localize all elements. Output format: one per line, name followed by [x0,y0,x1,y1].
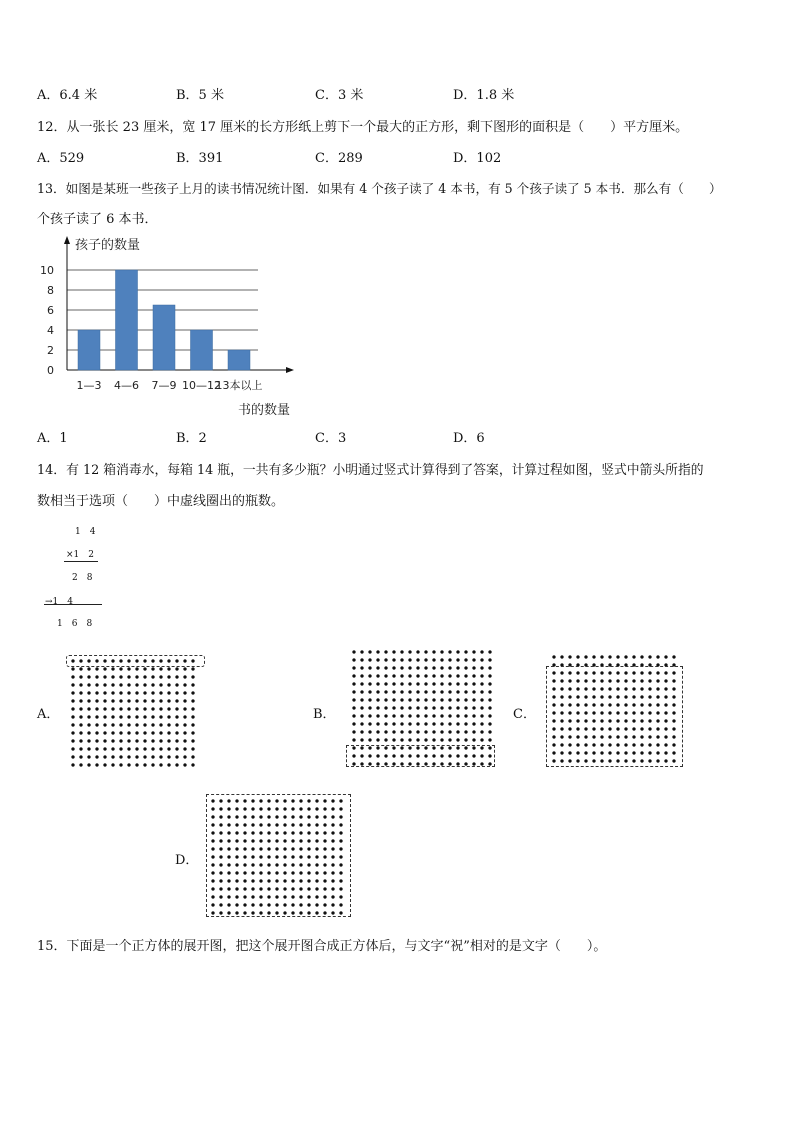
q13-option-a: A．1 [37,431,68,446]
y-axis-arrow [64,236,70,244]
q11-option-c: C．3 米 [315,88,364,103]
option-c-dashed-box [546,666,683,767]
q12-option-b: B．391 [176,151,224,166]
y-tick-label: 10 [40,264,54,277]
q12-option-c: C．289 [315,151,363,166]
q12-option-d: D．102 [453,151,502,166]
x-tick-label: 13本以上 [215,379,263,392]
q14-text-line2: 数相当于选项（ ）中虚线圈出的瓶数。 [37,494,285,509]
option-b-dashed-box [346,745,495,767]
calc-row-3: 2 8 [72,573,93,583]
calc-line-1 [64,561,98,562]
x-axis-arrow [286,367,294,373]
q13-text-line2: 个孩子读了 6 本书． [37,212,158,227]
q13-option-b: B．2 [176,431,207,446]
q13-option-d: D．6 [453,431,485,446]
q11-option-a: A．6.4 米 [37,88,98,103]
q14-text-line1: 14．有 12 箱消毒水，每箱 14 瓶，一共有多少瓶？小明通过竖式计算得到了答案，计算过程如图，竖式中箭头所指的 [37,463,704,478]
bar [78,330,100,370]
q15-text: 15．下面是一个正方体的展开图，把这个展开图合成正方体后，与文字“祝”相对的是文字（ ）。 [37,939,607,954]
option-a-dot-grid [69,657,197,769]
x-tick-label: 10—12 [182,379,221,392]
q14-label-d: D． [175,853,199,868]
bar [116,270,138,370]
calc-row-1: 1 4 [75,527,96,537]
y-tick-label: 4 [47,324,54,337]
calc-row-5: 1 6 8 [57,619,93,629]
q13-text-line1: 13．如图是某班一些孩子上月的读书情况统计图．如果有 4 个孩子读了 4 本书，有 5 个孩子读了 5 本书．那么有（ ） [37,181,722,196]
y-tick-label: 6 [47,304,54,317]
chart-xlabel: 书的数量 [238,403,291,417]
x-tick-label: 1—3 [76,379,102,392]
bar [191,330,213,370]
calc-row-2: ×1 2 [66,550,94,560]
calc-row-4: →1 4 [45,597,73,607]
q14-label-b: B． [313,707,336,722]
bar [153,305,175,370]
y-tick-label: 2 [47,344,54,357]
bar [228,350,250,370]
bar-chart [30,232,330,417]
q14-label-c: C． [513,707,536,722]
x-tick-label: 7—9 [151,379,177,392]
x-tick-label: 4—6 [114,379,139,392]
option-d-dashed-box [206,794,351,917]
q11-option-d: D．1.8 米 [453,88,515,103]
y-tick-label: 8 [47,284,54,297]
q12-text: 12．从一张长 23 厘米，宽 17 厘米的长方形纸上剪下一个最大的正方形，剩下图形的面积是（ ）平方厘米。 [37,120,689,135]
q13-option-c: C．3 [315,431,347,446]
q12-option-a: A．529 [37,151,85,166]
q11-option-b: B．5 米 [176,88,224,103]
option-a-dashed-box [66,655,205,667]
chart-ylabel: 孩子的数量 [75,238,141,253]
y-tick-label: 0 [47,364,54,377]
calc-line-2 [44,604,102,605]
q14-label-a: A． [37,707,60,722]
